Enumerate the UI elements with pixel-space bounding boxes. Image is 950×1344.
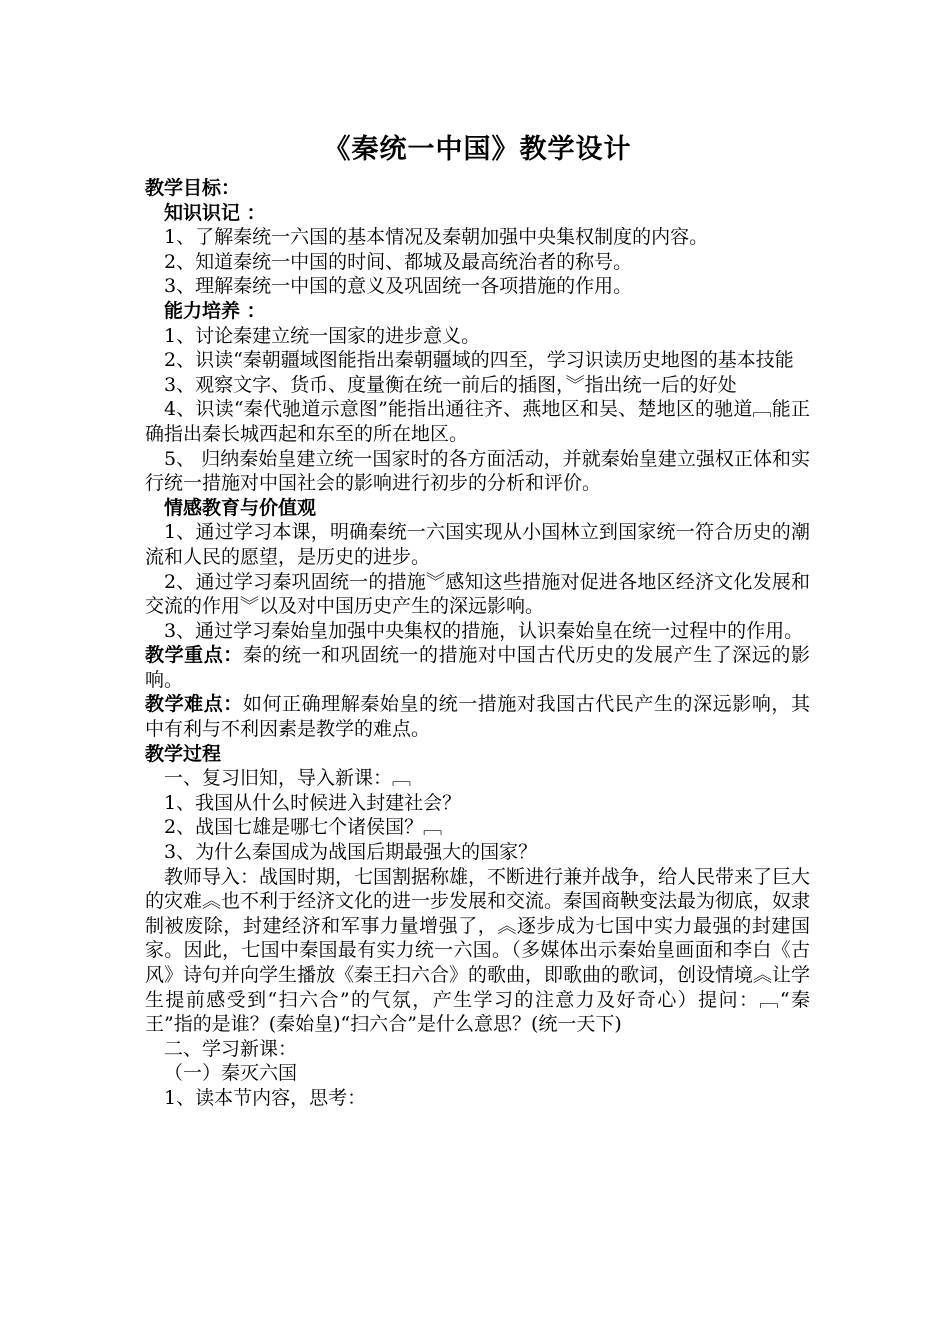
ability-item: 4、识读“秦代驰道示意图”能指出通往齐、燕地区和吴、楚地区的驰道﹇能正确指出秦长城西起和东至的所在地区。 [145, 398, 810, 445]
process-item: 1、我国从什么时候进入封建社会？ [164, 791, 462, 814]
difficulty-label: 教学难点： [145, 693, 243, 716]
process-item: 3、为什么秦国成为战国后期最强大的国家？ [164, 841, 538, 864]
process-item: 1、读本节内容，思考： [164, 1086, 367, 1109]
difficulty-paragraph [145, 692, 810, 741]
difficulty-text: 如何正确理解秦始皇的统一措施对我国古代民产生的深远影响，其中有利与不利因素是教学的难点。 [145, 693, 810, 741]
knowledge-item: 2、知道秦统一中国的时间、都城及最高统治者的称号。 [164, 250, 633, 273]
emotion-item: 2、通过学习秦巩固统一的措施︾感知这些措施对促进各地区经济文化发展和交流的作用︾以及对中国历史产生的深远影响。 [145, 570, 810, 618]
process-item: 二、学习新课： [164, 1037, 298, 1060]
ability-heading: 能力培养 ： [164, 299, 266, 322]
document-title: 《秦统一中国》教学设计 [323, 134, 632, 165]
ability-item: 1、讨论秦建立统一国家的进步意义。 [164, 324, 481, 347]
emotion-heading: 情感教育与价值观 [164, 496, 317, 519]
process-item: （一）秦灭六国 [164, 1062, 298, 1085]
knowledge-heading: 知识识记 ： [164, 201, 266, 224]
objectives-heading: 教学目标： [145, 177, 241, 199]
process-item: 一、复习旧知，导入新课：﹇ [164, 767, 412, 790]
ability-item: 5、 归纳秦始皇建立统一国家时的各方面活动，并就秦始皇建立强权正体和实行统一措施对中国社会的影响进行初步的分析和评价。 [145, 447, 810, 495]
process-heading: 教学过程 [145, 742, 222, 765]
emotion-item: 1、通过学习本课，明确秦统一六国实现从小国林立到国家统一符合历史的潮流和人民的愿望，是历史的进步。 [145, 521, 810, 568]
knowledge-item: 1、了解秦统一六国的基本情况及秦朝加强中央集权制度的内容。 [164, 226, 709, 249]
knowledge-item: 3、理解秦统一中国的意义及巩固统一各项措施的作用。 [164, 275, 633, 298]
key-point-paragraph [145, 643, 810, 692]
document-page [145, 132, 810, 1111]
process-item: 2、战国七雄是哪七个诸侯国？﹇ [164, 816, 443, 839]
ability-item: 2、识读“秦朝疆域图能指出秦朝疆域的四至，学习识读历史地图的基本技能 [164, 349, 794, 372]
ability-item: 3、观察文字、货币、度量衡在统一前后的插图，︾指出统一后的好处 [164, 373, 737, 396]
emotion-item: 3、通过学习秦始皇加强中央集权的措施，认识秦始皇在统一过程中的作用。 [164, 619, 804, 642]
key-point-text: 秦的统一和巩固统一的措施对中国古代历史的发展产生了深远的影响。 [145, 644, 810, 691]
teacher-intro-paragraph: 教师导入：战国时期，七国割据称雄，不断进行兼并战争，给人民带来了巨大的灾难︽也不利于经济文化的进一步发展和交流。秦国商鞅变法最为彻底，奴隶制被废除，封建经济和军事力量增强了，︽逐步成为七国中实力最强的封建国家。因此，七国中秦国最有实力统一六国。（多媒体出示秦始皇画面和李白《古风》诗句并向学生播放《秦王扫六合》的歌曲，即歌曲的歌词，创设情境︽让学生提前感受到“扫六合”的气氛，产生学习的注意力及好奇心）提问：﹇“秦王”指的是谁？(秦始皇)“扫六合”是什么意思？(统一天下) [145, 865, 811, 1036]
key-point-label: 教学重点： [145, 644, 243, 667]
